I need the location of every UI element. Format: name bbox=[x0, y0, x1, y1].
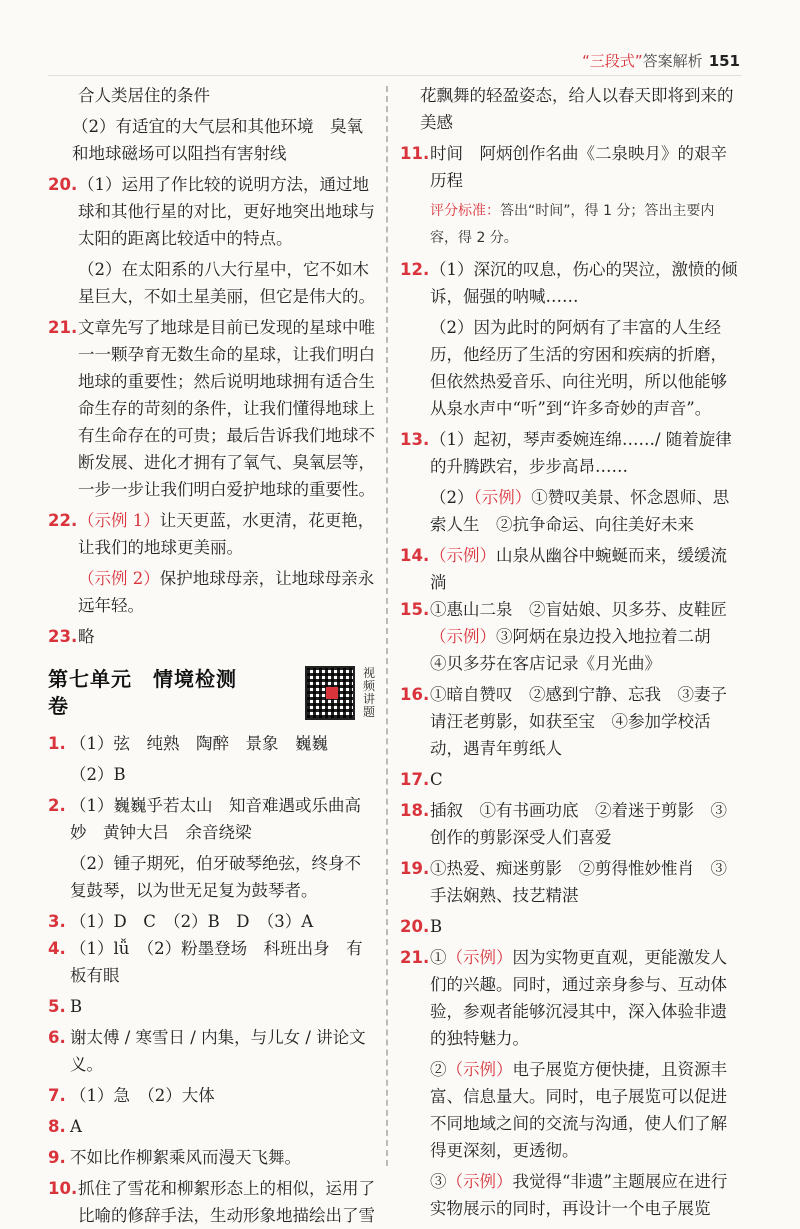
question-number: 13. bbox=[400, 430, 430, 449]
answer-part: （2）B bbox=[70, 765, 126, 784]
answer-text: （1）D C （2）B D （3）A bbox=[70, 912, 314, 931]
question-number: 21. bbox=[48, 318, 78, 337]
sub-number: ① bbox=[430, 948, 447, 967]
score-text: 答出“时间”，得 1 分；答出主要内容，得 2 分。 bbox=[430, 203, 715, 246]
question-number: 2. bbox=[48, 796, 66, 815]
answer-text: 略 bbox=[78, 627, 95, 646]
answer-text: 保护地球母亲，让地球母亲永远年轻。 bbox=[78, 569, 375, 615]
question-number: 7. bbox=[48, 1086, 66, 1105]
answer-text: 谢太傅 / 寒雪日 / 内集，与儿女 / 讲论文义。 bbox=[70, 1028, 366, 1074]
example-tag: （示例） bbox=[446, 1172, 513, 1191]
answer-20 bbox=[48, 171, 376, 310]
answer-text: 时间 阿炳创作名曲《二泉映月》的艰辛历程 bbox=[430, 144, 727, 190]
answer-part: （1）起初，琴声委婉连绵……/ 随着旋律的升腾跌宕，步步高昂…… bbox=[430, 430, 732, 476]
answer-text: ③阿炳在泉边投入地拉着二胡 ④贝多芬在客店记录《月光曲》 bbox=[430, 627, 727, 673]
question-number: 8. bbox=[48, 1117, 66, 1136]
question-number: 20. bbox=[48, 175, 78, 194]
answer-21 bbox=[48, 314, 376, 503]
header-rule bbox=[48, 75, 742, 76]
page-header bbox=[582, 50, 740, 71]
answer-2 bbox=[48, 792, 376, 904]
answer-4 bbox=[48, 935, 376, 989]
right-column bbox=[400, 82, 744, 1222]
answer-21 bbox=[400, 944, 740, 1222]
section-header bbox=[48, 666, 376, 720]
answer-17 bbox=[400, 766, 740, 793]
part-number: （2） bbox=[430, 488, 474, 507]
answer-part: （1）深沉的叹息，伤心的哭泣，激愤的倾诉，倔强的呐喊…… bbox=[430, 260, 738, 306]
score-label: 评分标准： bbox=[430, 203, 500, 219]
answer-8 bbox=[48, 1113, 376, 1140]
question-number: 20. bbox=[400, 917, 430, 936]
header-brand: “三段式” bbox=[582, 52, 643, 70]
section-title: 第七单元 情境检测卷 bbox=[48, 667, 237, 718]
example-tag: （示例） bbox=[430, 546, 496, 565]
sub-number: ③ bbox=[430, 1172, 447, 1191]
answer-13 bbox=[400, 426, 740, 538]
question-number: 19. bbox=[400, 859, 430, 878]
answer-19 bbox=[400, 855, 740, 909]
qr-label: 视频讲题 bbox=[363, 666, 376, 719]
example-tag: （示例） bbox=[446, 1060, 513, 1079]
answer-text: B bbox=[430, 917, 443, 936]
page-number: 151 bbox=[708, 52, 740, 70]
qr-code-icon[interactable] bbox=[305, 666, 355, 720]
answer-20 bbox=[400, 913, 740, 940]
answer-text: （1）急 （2）大体 bbox=[70, 1086, 215, 1105]
answer-3 bbox=[48, 908, 376, 935]
answer-text: 让天更蓝，水更清，花更艳，让我们的地球更美丽。 bbox=[78, 511, 375, 557]
answer-text: 文章先写了地球是目前已发现的星球中唯一一颗孕育无数生命的星球，让我们明白地球的重要性；然后说明地球拥有适合生命生存的苛刻的条件，让我们懂得地球上有生命存在的可贵；最后告诉我们地球不断发展、进化才拥有了氧气、臭氧层等，一步一步让我们明白爱护地球的重要性。 bbox=[78, 318, 375, 499]
question-number: 16. bbox=[400, 685, 430, 704]
question-number: 12. bbox=[400, 260, 430, 279]
answer-6 bbox=[48, 1024, 376, 1078]
question-number: 11. bbox=[400, 144, 430, 163]
question-number: 23. bbox=[48, 627, 78, 646]
answer-10 bbox=[48, 1175, 376, 1229]
answer-part: （1）巍巍乎若太山 知音难遇或乐曲高妙 黄钟大吕 余音绕梁 bbox=[70, 796, 361, 842]
question-number: 9. bbox=[48, 1148, 66, 1167]
answer-11 bbox=[400, 140, 740, 252]
answer-22 bbox=[48, 507, 376, 619]
question-number: 5. bbox=[48, 997, 66, 1016]
column-divider bbox=[386, 86, 388, 1166]
question-number: 3. bbox=[48, 912, 66, 931]
question-number: 10. bbox=[48, 1179, 78, 1198]
answer-text: ①热爱、痴迷剪影 ②剪得惟妙惟肖 ③手法娴熟、技艺精湛 bbox=[430, 859, 727, 905]
answer-9 bbox=[48, 1144, 376, 1171]
question-number: 17. bbox=[400, 770, 430, 789]
answer-text: 电子展览方便快捷，且资源丰富、信息量大。同时，电子展览可以促进不同地域之间的交流与沟通，使人们了解得更深刻，更透彻。 bbox=[430, 1060, 727, 1160]
header-title: 答案解析 bbox=[642, 52, 703, 70]
answer-text: （1）lǚ （2）粉墨登场 科班出身 有板有眼 bbox=[70, 939, 363, 985]
question-number: 21. bbox=[400, 948, 430, 967]
answer-7 bbox=[48, 1082, 376, 1109]
question-number: 18. bbox=[400, 801, 430, 820]
answer-18 bbox=[400, 797, 740, 851]
answer-16 bbox=[400, 681, 740, 762]
answer-part: （2）在太阳系的八大行星中，它不如木星巨大，不如土星美丽，但它是伟大的。 bbox=[78, 260, 375, 306]
answer-5 bbox=[48, 993, 376, 1020]
example-tag: （示例） bbox=[473, 488, 532, 507]
answer-text: B bbox=[70, 997, 83, 1016]
answer-12 bbox=[400, 256, 740, 422]
answer-text: 我觉得“非遗”主题展应在进行实物展示的同时，再设计一个电子展览 bbox=[430, 1172, 728, 1218]
answer-text: ①惠山二泉 ②盲姑娘、贝多芬、皮鞋匠 bbox=[430, 600, 744, 619]
answer-continuation: 合人类居住的条件 bbox=[78, 86, 210, 105]
answer-text: 因为实物更直观，更能激发人们的兴趣。同时，通过亲身参与、互动体验，参观者能够沉浸其中，深入体验非遗的独特魅力。 bbox=[430, 948, 727, 1048]
question-number: 15. bbox=[400, 600, 430, 619]
answer-text: C bbox=[430, 770, 443, 789]
answer-part: （2）锺子期死，伯牙破琴绝弦，终身不复鼓琴，以为世无足复为鼓琴者。 bbox=[70, 854, 361, 900]
answer-continuation: 花飘舞的轻盈姿态，给人以春天即将到来的美感 bbox=[420, 86, 734, 132]
answer-1 bbox=[48, 730, 376, 788]
answer-text: 抓住了雪花和柳絮形态上的相似，运用了比喻的修辞手法，生动形象地描绘出了雪 bbox=[78, 1179, 375, 1225]
answer-part: （2）因为此时的阿炳有了丰富的人生经历，他经历了生活的穷困和疾病的折磨，但依然热爱音乐、向往光明，所以他能够从泉水声中“听”到“许多奇妙的声音”。 bbox=[430, 318, 727, 418]
example-tag: （示例） bbox=[430, 627, 496, 646]
answer-part: （1）弦 纯熟 陶醉 景象 巍巍 bbox=[70, 734, 328, 753]
question-number: 14. bbox=[400, 546, 430, 565]
answer-text: A bbox=[70, 1117, 82, 1136]
answer-19-2: （2）有适宜的大气层和其他环境 臭氧和地球磁场可以阻挡有害射线 bbox=[72, 117, 363, 163]
answer-text: 插叙 ①有书画功底 ②着迷于剪影 ③创作的剪影深受人们喜爱 bbox=[430, 801, 727, 847]
example-tag: （示例） bbox=[446, 948, 513, 967]
answer-15 bbox=[400, 596, 744, 677]
question-number: 4. bbox=[48, 939, 66, 958]
answer-14 bbox=[400, 542, 740, 596]
question-number: 22. bbox=[48, 511, 78, 530]
answer-23 bbox=[48, 623, 376, 650]
example-tag: （示例 1） bbox=[78, 511, 160, 530]
answer-text: 不如比作柳絮乘风而漫天飞舞。 bbox=[70, 1148, 301, 1167]
example-tag: （示例 2） bbox=[78, 569, 160, 588]
question-number: 6. bbox=[48, 1028, 66, 1047]
answer-part: （1）运用了作比较的说明方法，通过地球和其他行星的对比，更好地突出地球与太阳的距离比较适中的特点。 bbox=[78, 175, 375, 248]
left-column bbox=[48, 82, 376, 1229]
answer-text: ①暗自赞叹 ②感到宁静、忘我 ③妻子请汪老剪影，如获至宝 ④参加学校活动，遇青年剪纸人 bbox=[430, 685, 727, 758]
sub-number: ② bbox=[430, 1060, 447, 1079]
answer-text: 山泉从幽谷中蜿蜒而来，缓缓流淌 bbox=[430, 546, 727, 592]
question-number: 1. bbox=[48, 734, 66, 753]
answer-text: ①赞叹美景、怀念恩师、思索人生 ②抗争命运、向往美好未来 bbox=[430, 488, 730, 534]
